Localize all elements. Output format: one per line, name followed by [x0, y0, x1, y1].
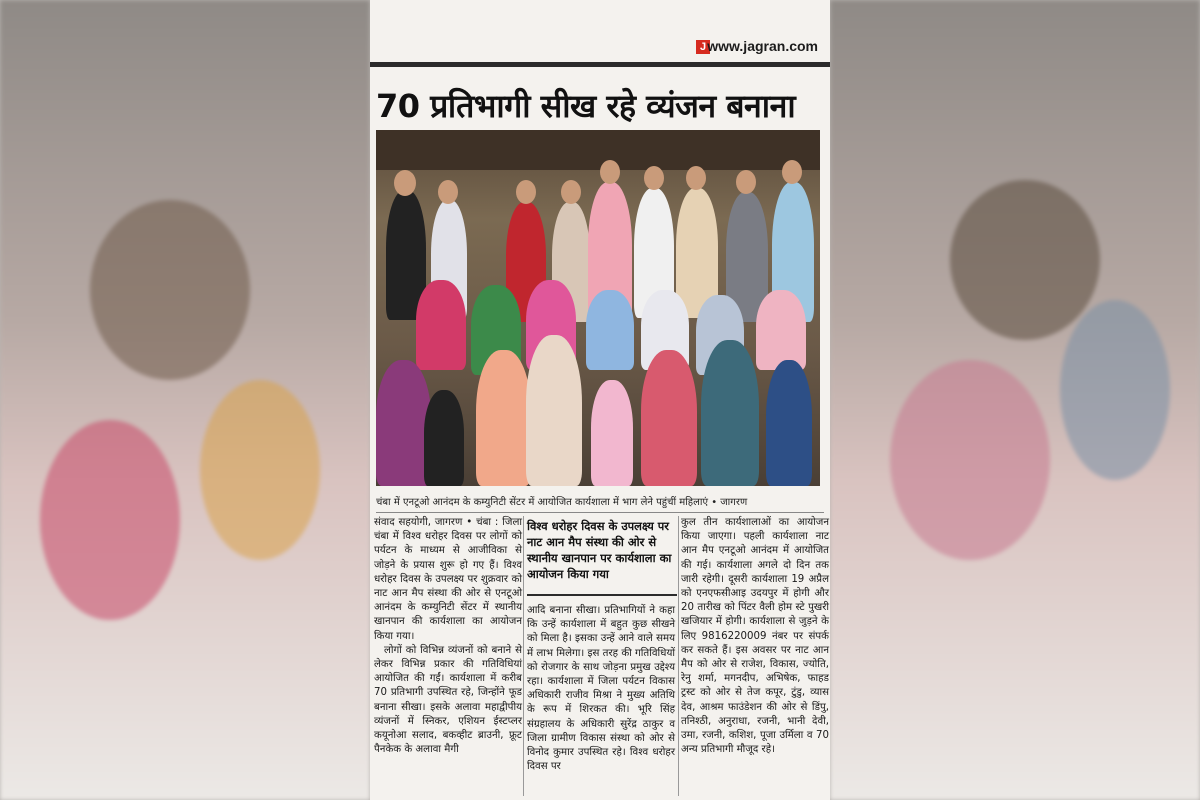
photo-wall: [376, 130, 820, 170]
masthead-rule: [370, 62, 830, 67]
pull-quote-rule: [527, 594, 677, 596]
group-photo: [376, 130, 820, 486]
masthead: [370, 36, 830, 58]
article-column-3: [681, 516, 829, 757]
column-divider: [523, 516, 524, 796]
headline: 70 प्रतिभागी सीख रहे व्यंजन बनाना: [376, 87, 796, 125]
col1-paragraph-1: संवाद सहयोगी, जागरण • चंबा : जिला चंबा में विश्व धरोहर दिवस पर लोगों को पर्यटन के माध्यम से आजीविका से जोड़ने के प्रयास शुरू हो गए हैं। विश्व धरोहर दिवस के उपलक्ष्य पर शुक्रवार को नाट आन मैप संस्था की ओर से एनटूओ आनंदम के कम्युनिटी सेंटर में स्थानीय खानपान की कार्यशाला का आयोजन किया गया।: [374, 517, 522, 642]
article-column-2: [527, 604, 675, 774]
col1-paragraph-2: लोगों को विभिन्न व्यंजनों को बनाने से लेकर विभिन्न प्रकार की गतिविधियां आयोजित की गईं। कार्यशाला में करीब 70 प्रतिभागी उपस्थित रहे, जिन्होंने फूड बनाना सीखा। इसके अलावा महाद्वीपीय व्यंजनों में स्निकर, एशियन ईस्टप्लर कयूनोआ सलाद, बकव्हीट ब्राउनी, फ्रूट पैनकेक के अलावा मैगी: [374, 644, 522, 756]
photo-caption: चंबा में एनटूओ आनंदम के कम्युनिटी सेंटर में आयोजित कार्यशाला में भाग लेने पहुंचीं महिलाएं • जागरण: [376, 497, 748, 508]
col3-paragraph-1: कुल तीन कार्यशालाओं का आयोजन किया जाएगा। पहली कार्यशाला नाट आन मैप एनटूओ आनंदम में आयोजित की गई। कार्यशाला अगले दो दिन तक जारी रहेगी। दूसरी कार्यशाला 19 अप्रैल को एनएफसीआइ उदयपुर में होगी और 20 तारीख को पिंटर वैली होम स्टे पुखरी खजियार में होगी। कार्यशाला से जुड़ने के लिए 9816220009 नंबर पर संपर्क कर सकते हैं। इस अवसर पर नाट आन मैप को ओर से राजेश, विकास, ज्योति, रेनु शर्मा, मगनदीप, अभिषेक, फाहड ट्रस्ट को ओर से तेज कपूर, टुंडु, व्यास देव, आश्रम फाउंडेशन की ओर से डिंपु, तनिश्ठी, अनुराधा, रजनी, भानी देवी, उमा, रजनी, कशिश, पूजा उर्मिला व 70 अन्य प्रतिभागी मौजूद रहे।: [681, 517, 829, 756]
blurred-background-left: [0, 0, 370, 800]
article-column-1: [374, 516, 522, 757]
blurred-background-right: [830, 0, 1200, 800]
pull-quote: विश्व धरोहर दिवस के उपलक्ष्य पर नाट आन मैप संस्था की ओर से स्थानीय खानपान पर कार्यशाला का आयोजन किया गया: [527, 519, 672, 581]
newspaper-clipping: [370, 0, 830, 800]
column-divider: [678, 516, 679, 796]
site-url: www.jagran.com: [707, 38, 818, 54]
jagran-logo-icon: J: [696, 40, 710, 54]
col2-paragraph-1: आदि बनाना सीखा। प्रतिभागियों ने कहा कि उन्हें कार्यशाला में बहुत कुछ सीखने को मिला है। इसका उन्हें आने वाले समय में लाभ मिलेगा। इस तरह की गतिविधियों को रोजगार के साथ जोड़ना प्रमुख उद्देश्य रहा। कार्यशाला में जिला पर्यटन विकास अधिकारी राजीव मिश्रा ने मुख्य अतिथि के रूप में शिरकत की। भूरि सिंह संग्रहालय के अधिकारी सुरेंद्र ठाकुर व जिला ग्रामीण विकास संस्था को ओर से विनोद कुमार उपस्थित रहे। विश्व धरोहर दिवस पर: [527, 605, 675, 773]
caption-rule: [376, 512, 824, 513]
